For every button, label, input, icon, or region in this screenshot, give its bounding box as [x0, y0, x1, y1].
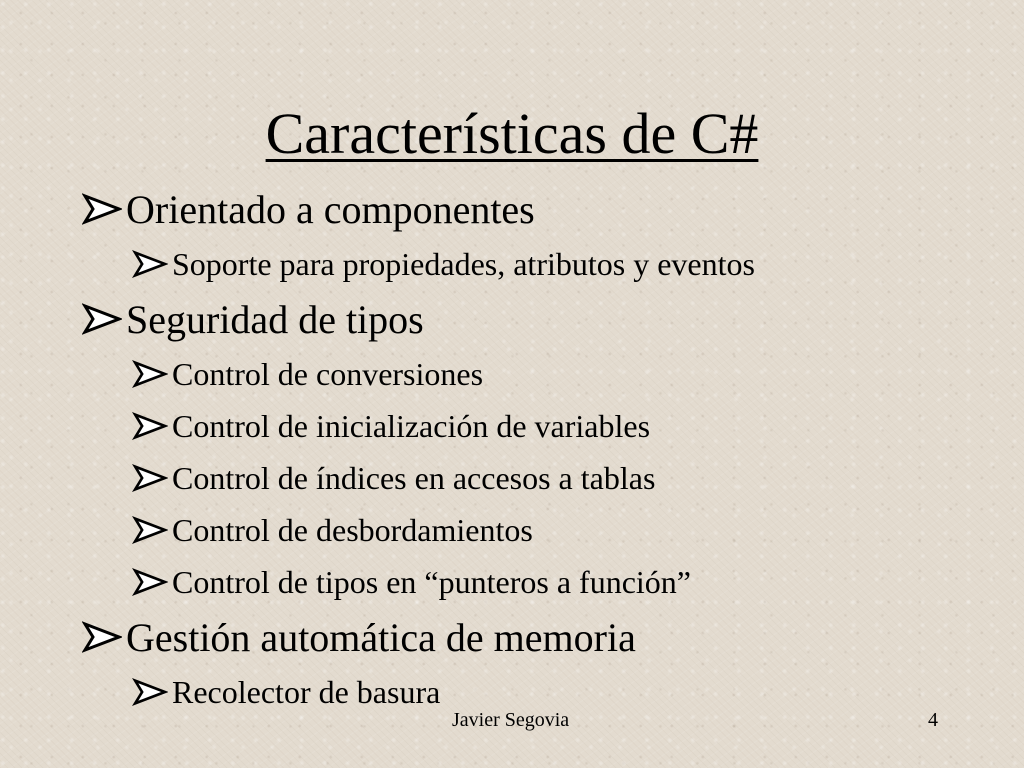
arrowhead-bullet-icon	[132, 360, 168, 388]
sub-bullet-text: Control de inicialización de variables	[172, 407, 651, 444]
bullet-list	[82, 180, 755, 718]
sub-bullet-text: Control de índices en accesos a tablas	[172, 459, 656, 496]
sub-bullet-item	[132, 348, 755, 400]
arrowhead-bullet-icon	[132, 678, 168, 706]
page-number: 4	[928, 709, 938, 731]
slide-title: Características de C#	[265, 101, 759, 166]
sub-bullet-item	[132, 400, 755, 452]
sub-bullet-text: Control de conversiones	[172, 355, 484, 392]
arrowhead-bullet-icon	[132, 412, 168, 440]
sub-bullet-text: Soporte para propiedades, atributos y eventos	[172, 245, 755, 282]
bullet-item	[82, 180, 755, 238]
sub-bullet-item	[132, 452, 755, 504]
arrowhead-bullet-icon	[82, 621, 122, 653]
sub-bullet-item	[132, 666, 755, 718]
arrowhead-bullet-icon	[82, 193, 122, 225]
arrowhead-bullet-icon	[82, 303, 122, 335]
bullet-item	[82, 608, 755, 666]
sub-bullet-text: Recolector de basura	[172, 673, 441, 710]
sub-bullet-text: Control de tipos en “punteros a función”	[172, 563, 691, 600]
sub-bullet-item	[132, 556, 755, 608]
sub-bullet-item	[132, 504, 755, 556]
arrowhead-bullet-icon	[132, 250, 168, 278]
bullet-text: Orientado a componentes	[126, 186, 535, 232]
bullet-item	[82, 290, 755, 348]
sub-bullet-item	[132, 238, 755, 290]
arrowhead-bullet-icon	[132, 464, 168, 492]
bullet-text: Gestión automática de memoria	[126, 614, 636, 660]
bullet-text: Seguridad de tipos	[126, 296, 424, 342]
footer-author: Javier Segovia	[452, 709, 570, 731]
arrowhead-bullet-icon	[132, 568, 168, 596]
sub-bullet-text: Control de desbordamientos	[172, 511, 533, 548]
arrowhead-bullet-icon	[132, 516, 168, 544]
